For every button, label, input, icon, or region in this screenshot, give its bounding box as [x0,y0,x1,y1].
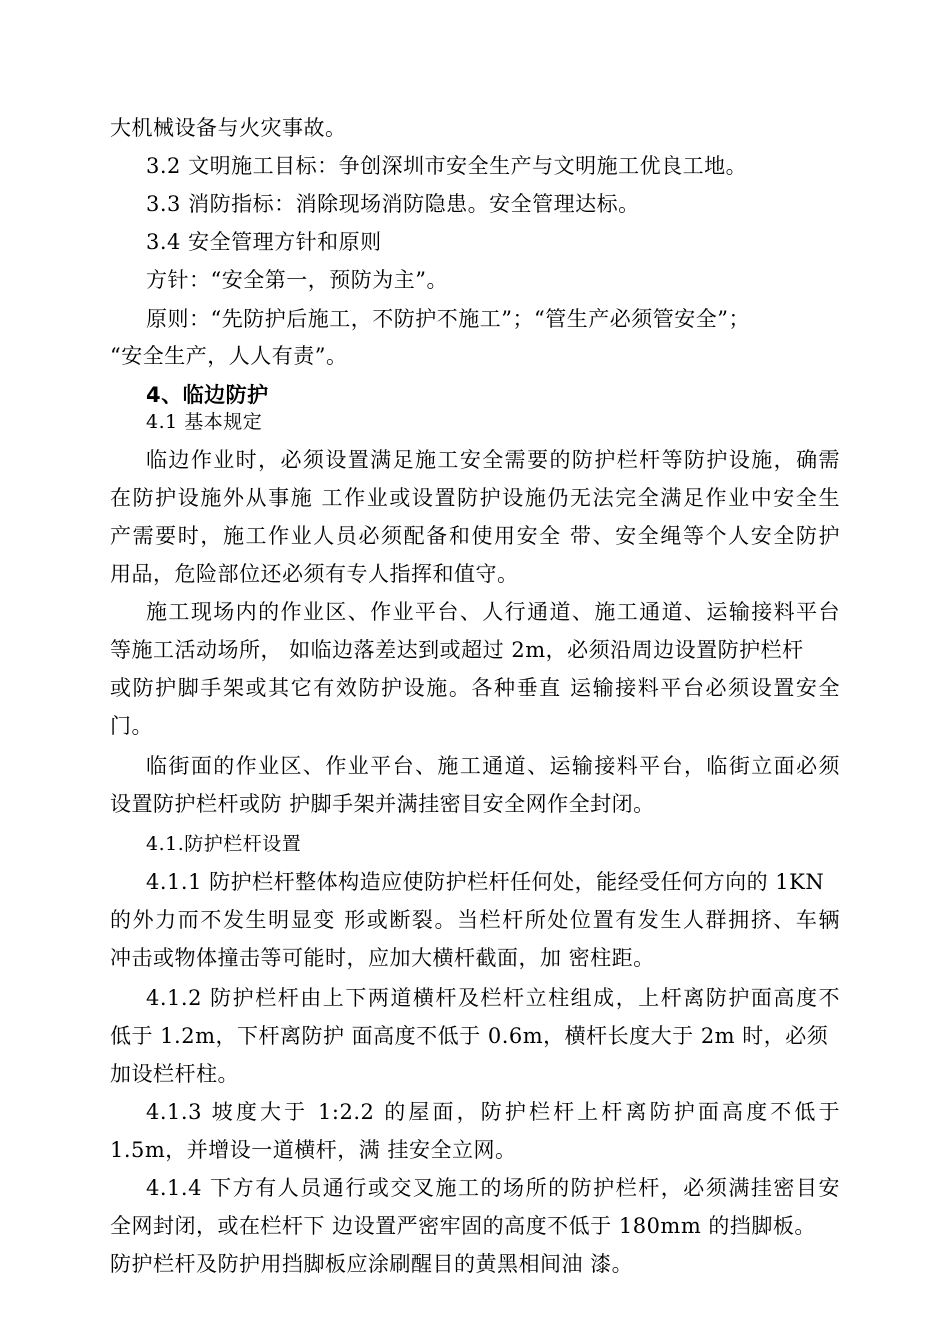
text-line: 产需要时，施工作业人员必须配备和使用安全 带、安全绳等个人安全防护 [110,524,840,548]
text-line: 等施工活动场所， 如临边落差达到或超过 2m，必须沿周边设置防护栏杆 [110,638,804,662]
text-line: 防护栏杆及防护用挡脚板应涂刷醒目的黄黑相间油 漆。 [110,1252,634,1276]
text-line: 临边作业时，必须设置满足施工安全需要的防护栏杆等防护设施，确需 [146,448,840,472]
section-heading: 4、临边防护 [146,383,269,407]
text-line: 4.1.1 防护栏杆整体构造应使防护栏杆任何处，能经受任何方向的 1KN [146,870,825,894]
subsection-heading: 4.1 基本规定 [146,411,263,433]
text-line: 施工现场内的作业区、作业平台、人行通道、施工通道、运输接料平台 [146,600,840,624]
subsection-heading: 4.1.防护栏杆设置 [146,833,302,855]
text-line: 用品，危险部位还必须有专人指挥和值守。 [110,562,519,586]
text-line: 3.4 安全管理方针和原则 [146,230,382,254]
text-line: 4.1.3 坡度大于 1:2.2 的屋面，防护栏杆上杆离防护面高度不低于 [146,1100,840,1124]
text-line: 3.2 文明施工目标：争创深圳市安全生产与文明施工优良工地。 [146,154,748,178]
text-line: 冲击或物体撞击等可能时，应加大横杆截面，加 密柱距。 [110,946,655,970]
text-line: 门。 [110,714,153,738]
text-line: 临街面的作业区、作业平台、施工通道、运输接料平台，临街立面必须 [146,754,840,778]
text-line: 大机械设备与火灾事故。 [110,116,347,140]
text-line: 4.1.2 防护栏杆由上下两道横杆及栏杆立柱组成，上杆离防护面高度不 [146,986,840,1010]
text-line: 设置防护栏杆或防 护脚手架并满挂密目安全网作全封闭。 [110,792,655,816]
text-line: 低于 1.2m，下杆离防护 面高度不低于 0.6m，横杆长度大于 2m 时，必须 [110,1024,829,1048]
text-line: 方针：“安全第一，预防为主”。 [146,268,448,292]
text-line: 3.3 消防指标：消除现场消防隐患。安全管理达标。 [146,192,640,216]
text-line: 4.1.4 下方有人员通行或交叉施工的场所的防护栏杆，必须满挂密目安 [146,1176,840,1200]
text-line: 的外力而不发生明显变 形或断裂。当栏杆所处位置有发生人群拥挤、车辆 [110,908,840,932]
text-line: 原则：“先防护后施工，不防护不施工”；“管生产必须管安全”； [146,307,750,331]
text-line: 或防护脚手架或其它有效防护设施。各种垂直 运输接料平台必须设置安全 [110,676,840,700]
text-line: 在防护设施外从事施 工作业或设置防护设施仍无法完全满足作业中安全生 [110,486,840,510]
text-line: 全网封闭，或在栏杆下 边设置严密牢固的高度不低于 180mm 的挡脚板。 [110,1214,816,1238]
text-line: 1.5m，并增设一道横杆，满 挂安全立网。 [110,1138,517,1162]
text-line: “安全生产，人人有责”。 [110,344,348,368]
text-line: 加设栏杆柱。 [110,1062,239,1086]
